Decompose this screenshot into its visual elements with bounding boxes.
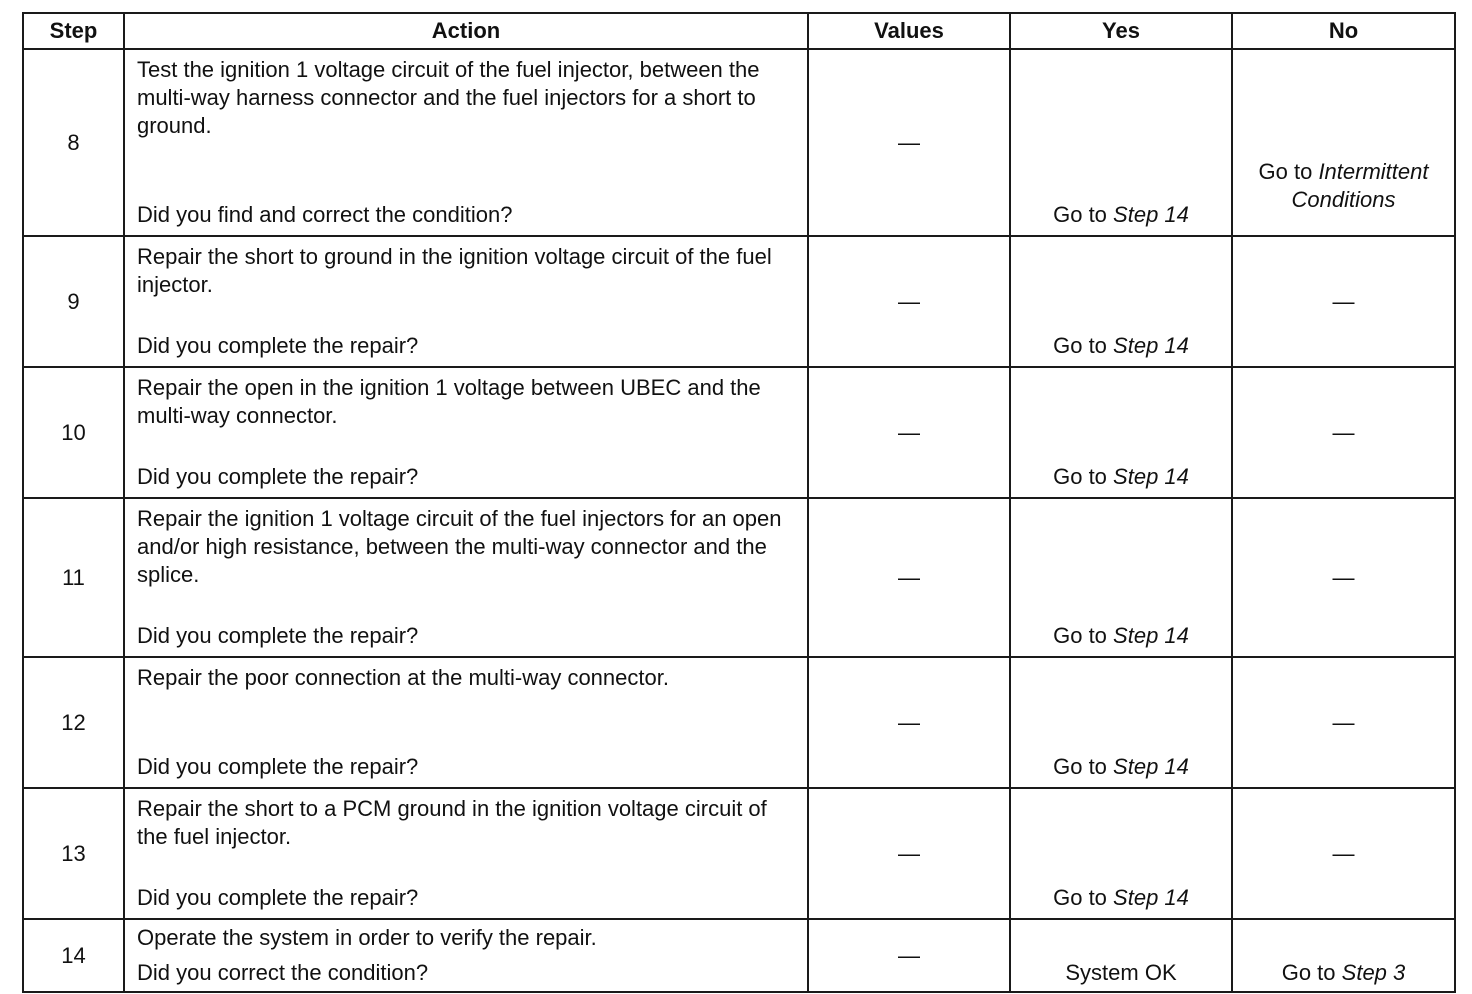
yes-step-ref: Step 14 xyxy=(1113,754,1189,779)
yes-prefix: Go to xyxy=(1053,464,1107,489)
step-number: 8 xyxy=(23,49,124,236)
yes-step-ref: Step 14 xyxy=(1113,202,1189,227)
yes-prefix: Go to xyxy=(1053,202,1107,227)
yes-cell xyxy=(1010,236,1232,367)
values-cell: — xyxy=(808,49,1010,236)
header-step: Step xyxy=(23,13,124,49)
no-cell: — xyxy=(1232,657,1455,788)
header-action: Action xyxy=(124,13,808,49)
values-cell: — xyxy=(808,919,1010,992)
action-instruction: Repair the poor connection at the multi-way connector. xyxy=(137,665,669,690)
yes-cell xyxy=(1010,657,1232,788)
yes-cell xyxy=(1010,788,1232,919)
table-row xyxy=(23,236,1455,367)
values-cell: — xyxy=(808,498,1010,657)
action-question: Did you complete the repair? xyxy=(137,754,419,779)
yes-step-ref: Step 14 xyxy=(1113,885,1189,910)
step-number: 10 xyxy=(23,367,124,498)
no-ref-conditions: Conditions xyxy=(1291,187,1396,212)
action-instruction: Repair the open in the ignition 1 voltage between UBEC and the multi-way connector. xyxy=(137,375,761,428)
action-question: Did you find and correct the condition? xyxy=(137,202,513,227)
step-number: 14 xyxy=(23,919,124,992)
no-cell: — xyxy=(1232,498,1455,657)
yes-step-ref: Step 14 xyxy=(1113,333,1189,358)
yes-cell xyxy=(1010,49,1232,236)
no-prefix: Go to xyxy=(1281,960,1336,985)
action-cell xyxy=(124,498,808,657)
yes-step-ref: Step 14 xyxy=(1113,464,1189,489)
values-cell: — xyxy=(808,236,1010,367)
yes-prefix: Go to xyxy=(1053,754,1107,779)
step-number: 11 xyxy=(23,498,124,657)
action-question: Did you complete the repair? xyxy=(137,885,419,910)
table-row xyxy=(23,49,1455,236)
action-instruction: Test the ignition 1 voltage circuit of the fuel injector, between the multi-way harness connector and the fuel injectors for a short to ground. xyxy=(137,57,760,138)
table-row xyxy=(23,367,1455,498)
yes-prefix: Go to xyxy=(1053,623,1107,648)
yes-prefix: Go to xyxy=(1053,333,1107,358)
no-cell: — xyxy=(1232,236,1455,367)
values-cell: — xyxy=(808,788,1010,919)
yes-cell xyxy=(1010,919,1232,992)
yes-prefix: Go to xyxy=(1053,885,1107,910)
no-prefix: Go to xyxy=(1258,159,1313,184)
action-question: Did you complete the repair? xyxy=(137,333,419,358)
action-cell xyxy=(124,919,808,992)
action-instruction: Repair the short to a PCM ground in the ignition voltage circuit of the fuel injector. xyxy=(137,796,767,849)
no-ref-intermittent: Intermittent xyxy=(1318,159,1429,184)
yes-cell xyxy=(1010,498,1232,657)
no-step-ref: Step 3 xyxy=(1341,960,1406,985)
yes-step-ref: Step 14 xyxy=(1113,623,1189,648)
no-cell: — xyxy=(1232,367,1455,498)
no-cell: — xyxy=(1232,788,1455,919)
action-instruction: Repair the ignition 1 voltage circuit of the fuel injectors for an open and/or high resistance, between the multi-way connector and the splice. xyxy=(137,506,782,587)
action-cell xyxy=(124,788,808,919)
values-cell: — xyxy=(808,367,1010,498)
step-number: 12 xyxy=(23,657,124,788)
table-row xyxy=(23,657,1455,788)
action-cell xyxy=(124,367,808,498)
action-question: Did you correct the condition? xyxy=(137,960,429,985)
table-row xyxy=(23,498,1455,657)
header-yes: Yes xyxy=(1010,13,1232,49)
header-row xyxy=(23,13,1455,49)
no-cell xyxy=(1232,919,1455,992)
action-question: Did you complete the repair? xyxy=(137,464,419,489)
step-number: 9 xyxy=(23,236,124,367)
action-cell xyxy=(124,236,808,367)
values-cell: — xyxy=(808,657,1010,788)
system-ok-text: System OK xyxy=(1065,960,1177,985)
header-no: No xyxy=(1232,13,1455,49)
yes-cell xyxy=(1010,367,1232,498)
action-question: Did you complete the repair? xyxy=(137,623,419,648)
table-row xyxy=(23,919,1455,992)
action-instruction: Repair the short to ground in the ignition voltage circuit of the fuel injector. xyxy=(137,244,772,297)
action-cell xyxy=(124,49,808,236)
header-values: Values xyxy=(808,13,1010,49)
diagnostic-table xyxy=(22,12,1456,993)
action-cell xyxy=(124,657,808,788)
action-instruction: Operate the system in order to verify the repair. xyxy=(137,925,597,950)
table-row xyxy=(23,788,1455,919)
step-number: 13 xyxy=(23,788,124,919)
no-cell xyxy=(1232,49,1455,236)
